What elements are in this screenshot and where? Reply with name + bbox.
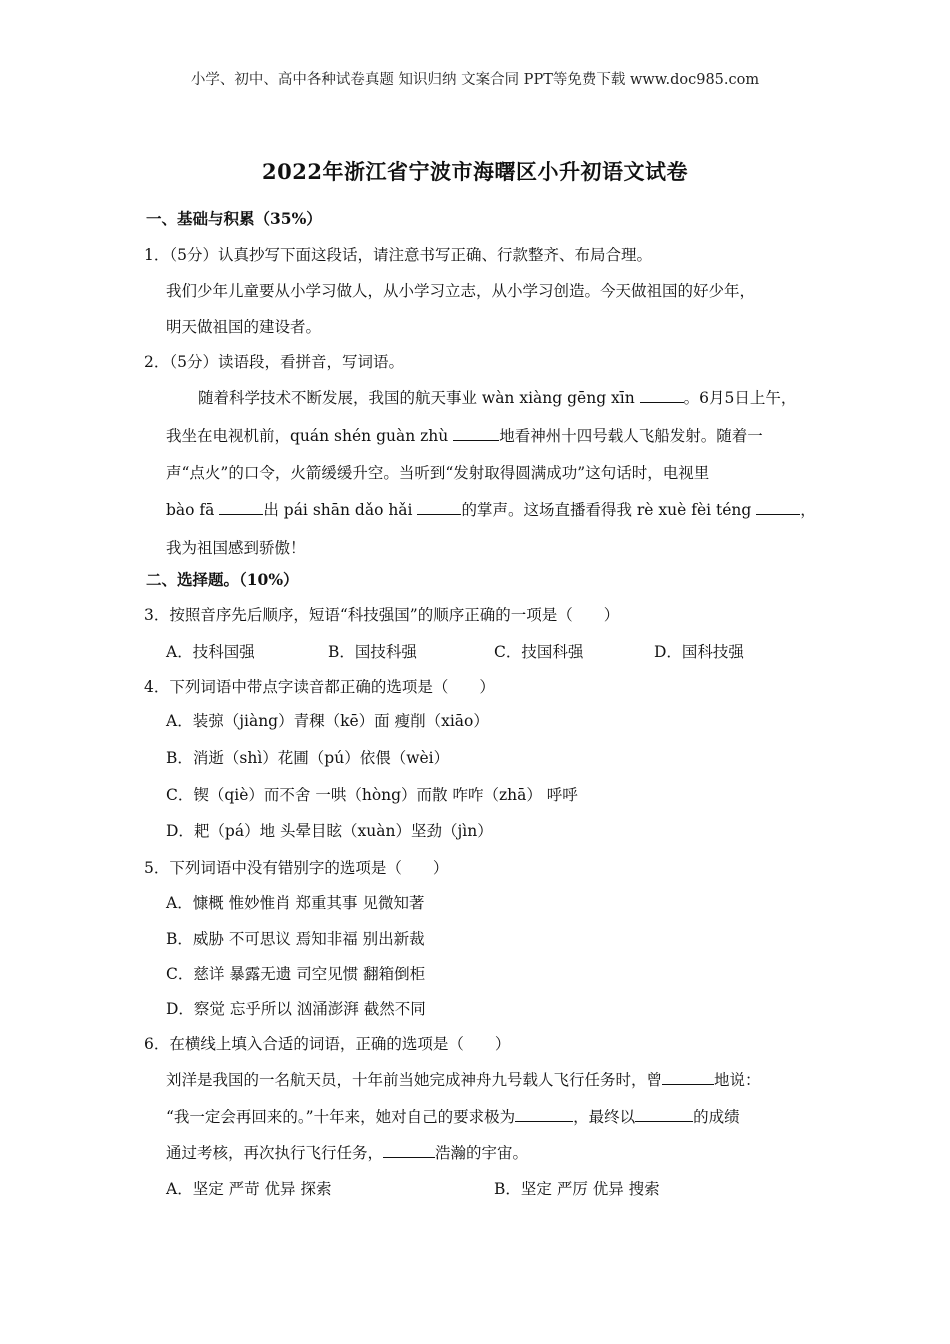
q2-line1: 随着科学技术不断发展，我国的航天事业 wàn xiàng gēng xīn 。6月5日上午， xyxy=(198,389,797,407)
answer-blank[interactable] xyxy=(662,1069,714,1085)
q5-stem: 5．下列词语中没有错别字的选项是（ ） xyxy=(144,859,449,877)
q6-line2: “我一定会再回来的。”十年来，她对自己的要求极为 ，最终以 的成绩 xyxy=(166,1108,740,1126)
answer-blank[interactable] xyxy=(635,1106,693,1122)
answer-blank[interactable] xyxy=(417,499,461,515)
q5-option-a[interactable]: A．慷概 惟妙惟肖 郑重其事 见微知著 xyxy=(166,894,425,912)
q1-stem: 1．（5分）认真抄写下面这段话，请注意书写正确、行款整齐、布局合理。 xyxy=(144,246,652,264)
q5-option-d[interactable]: D．察觉 忘乎所以 汹涌澎湃 截然不同 xyxy=(166,1000,426,1018)
section-heading-1: 一、基础与积累（35%） xyxy=(146,209,322,228)
q1-line1: 我们少年儿童要从小学习做人，从小学习立志，从小学习创造。今天做祖国的好少年， xyxy=(166,282,756,300)
answer-blank[interactable] xyxy=(640,387,684,403)
answer-blank[interactable] xyxy=(219,499,263,515)
q4-stem: 4．下列词语中带点字读音都正确的选项是（ ） xyxy=(144,678,495,696)
q2-line4: bào fā 出 pái shān dǎo hǎi 的掌声。这场直播看得我 rè xuè fèi téng ， xyxy=(166,501,816,519)
q4-option-a[interactable]: A．装弶（jiàng）青稞（kē）面 瘦削（xiāo） xyxy=(166,712,489,730)
q6-line3: 通过考核，再次执行飞行任务， 浩瀚的宇宙。 xyxy=(166,1144,529,1162)
q5-option-b[interactable]: B．威胁 不可思议 焉知非福 别出新裁 xyxy=(166,930,425,948)
q6-line1: 刘洋是我国的一名航天员，十年前当她完成神舟九号载人飞行任务时，曾 地说： xyxy=(166,1071,761,1089)
page-header: 小学、初中、高中各种试卷真题 知识归纳 文案合同 PPT等免费下载 www.doc985.com xyxy=(190,72,760,88)
q3-option-c[interactable]: C．技国科强 xyxy=(494,643,584,661)
answer-blank[interactable] xyxy=(453,425,499,441)
q4-option-c[interactable]: C．锲（qiè）而不舍 一哄（hòng）而散 咋咋（zhā） 呼呼 xyxy=(166,786,578,804)
q2-line3: 声“点火”的口令，火箭缓缓升空。当听到“发射取得圆满成功”这句话时，电视里 xyxy=(166,464,710,482)
q3-stem: 3．按照音序先后顺序，短语“科技强国”的顺序正确的一项是（ ） xyxy=(144,606,620,624)
q4-option-b[interactable]: B．消逝（shì）花圃（pú）依偎（wèi） xyxy=(166,749,450,767)
q2-line2: 我坐在电视机前，quán shén guàn zhù 地看神州十四号载人飞船发射。随着一 xyxy=(166,427,763,445)
q5-option-c[interactable]: C．慈详 暴露无遗 司空见惯 翻箱倒柜 xyxy=(166,965,426,983)
q1-line2: 明天做祖国的建设者。 xyxy=(166,318,322,336)
q6-option-a[interactable]: A．坚定 严苛 优异 探索 xyxy=(166,1180,332,1198)
q3-option-b[interactable]: B．国技科强 xyxy=(328,643,417,661)
answer-blank[interactable] xyxy=(383,1142,435,1158)
q3-option-a[interactable]: A．技科国强 xyxy=(166,643,255,661)
q2-stem: 2．（5分）读语段，看拼音，写词语。 xyxy=(144,353,404,371)
q4-option-d[interactable]: D．耙（pá）地 头晕目眩（xuàn）坚劲（jìn） xyxy=(166,822,493,840)
answer-blank[interactable] xyxy=(515,1106,573,1122)
q3-option-d[interactable]: D．国科技强 xyxy=(654,643,744,661)
q6-option-b[interactable]: B．坚定 严厉 优异 搜索 xyxy=(494,1180,660,1198)
q6-stem: 6．在横线上填入合适的词语，正确的选项是（ ） xyxy=(144,1035,511,1053)
section-heading-2: 二、选择题。（10%） xyxy=(146,570,299,589)
page-title: 2022年浙江省宁波市海曙区小升初语文试卷 xyxy=(262,159,688,184)
answer-blank[interactable] xyxy=(756,499,800,515)
q2-line5: 我为祖国感到骄傲！ xyxy=(166,539,306,557)
